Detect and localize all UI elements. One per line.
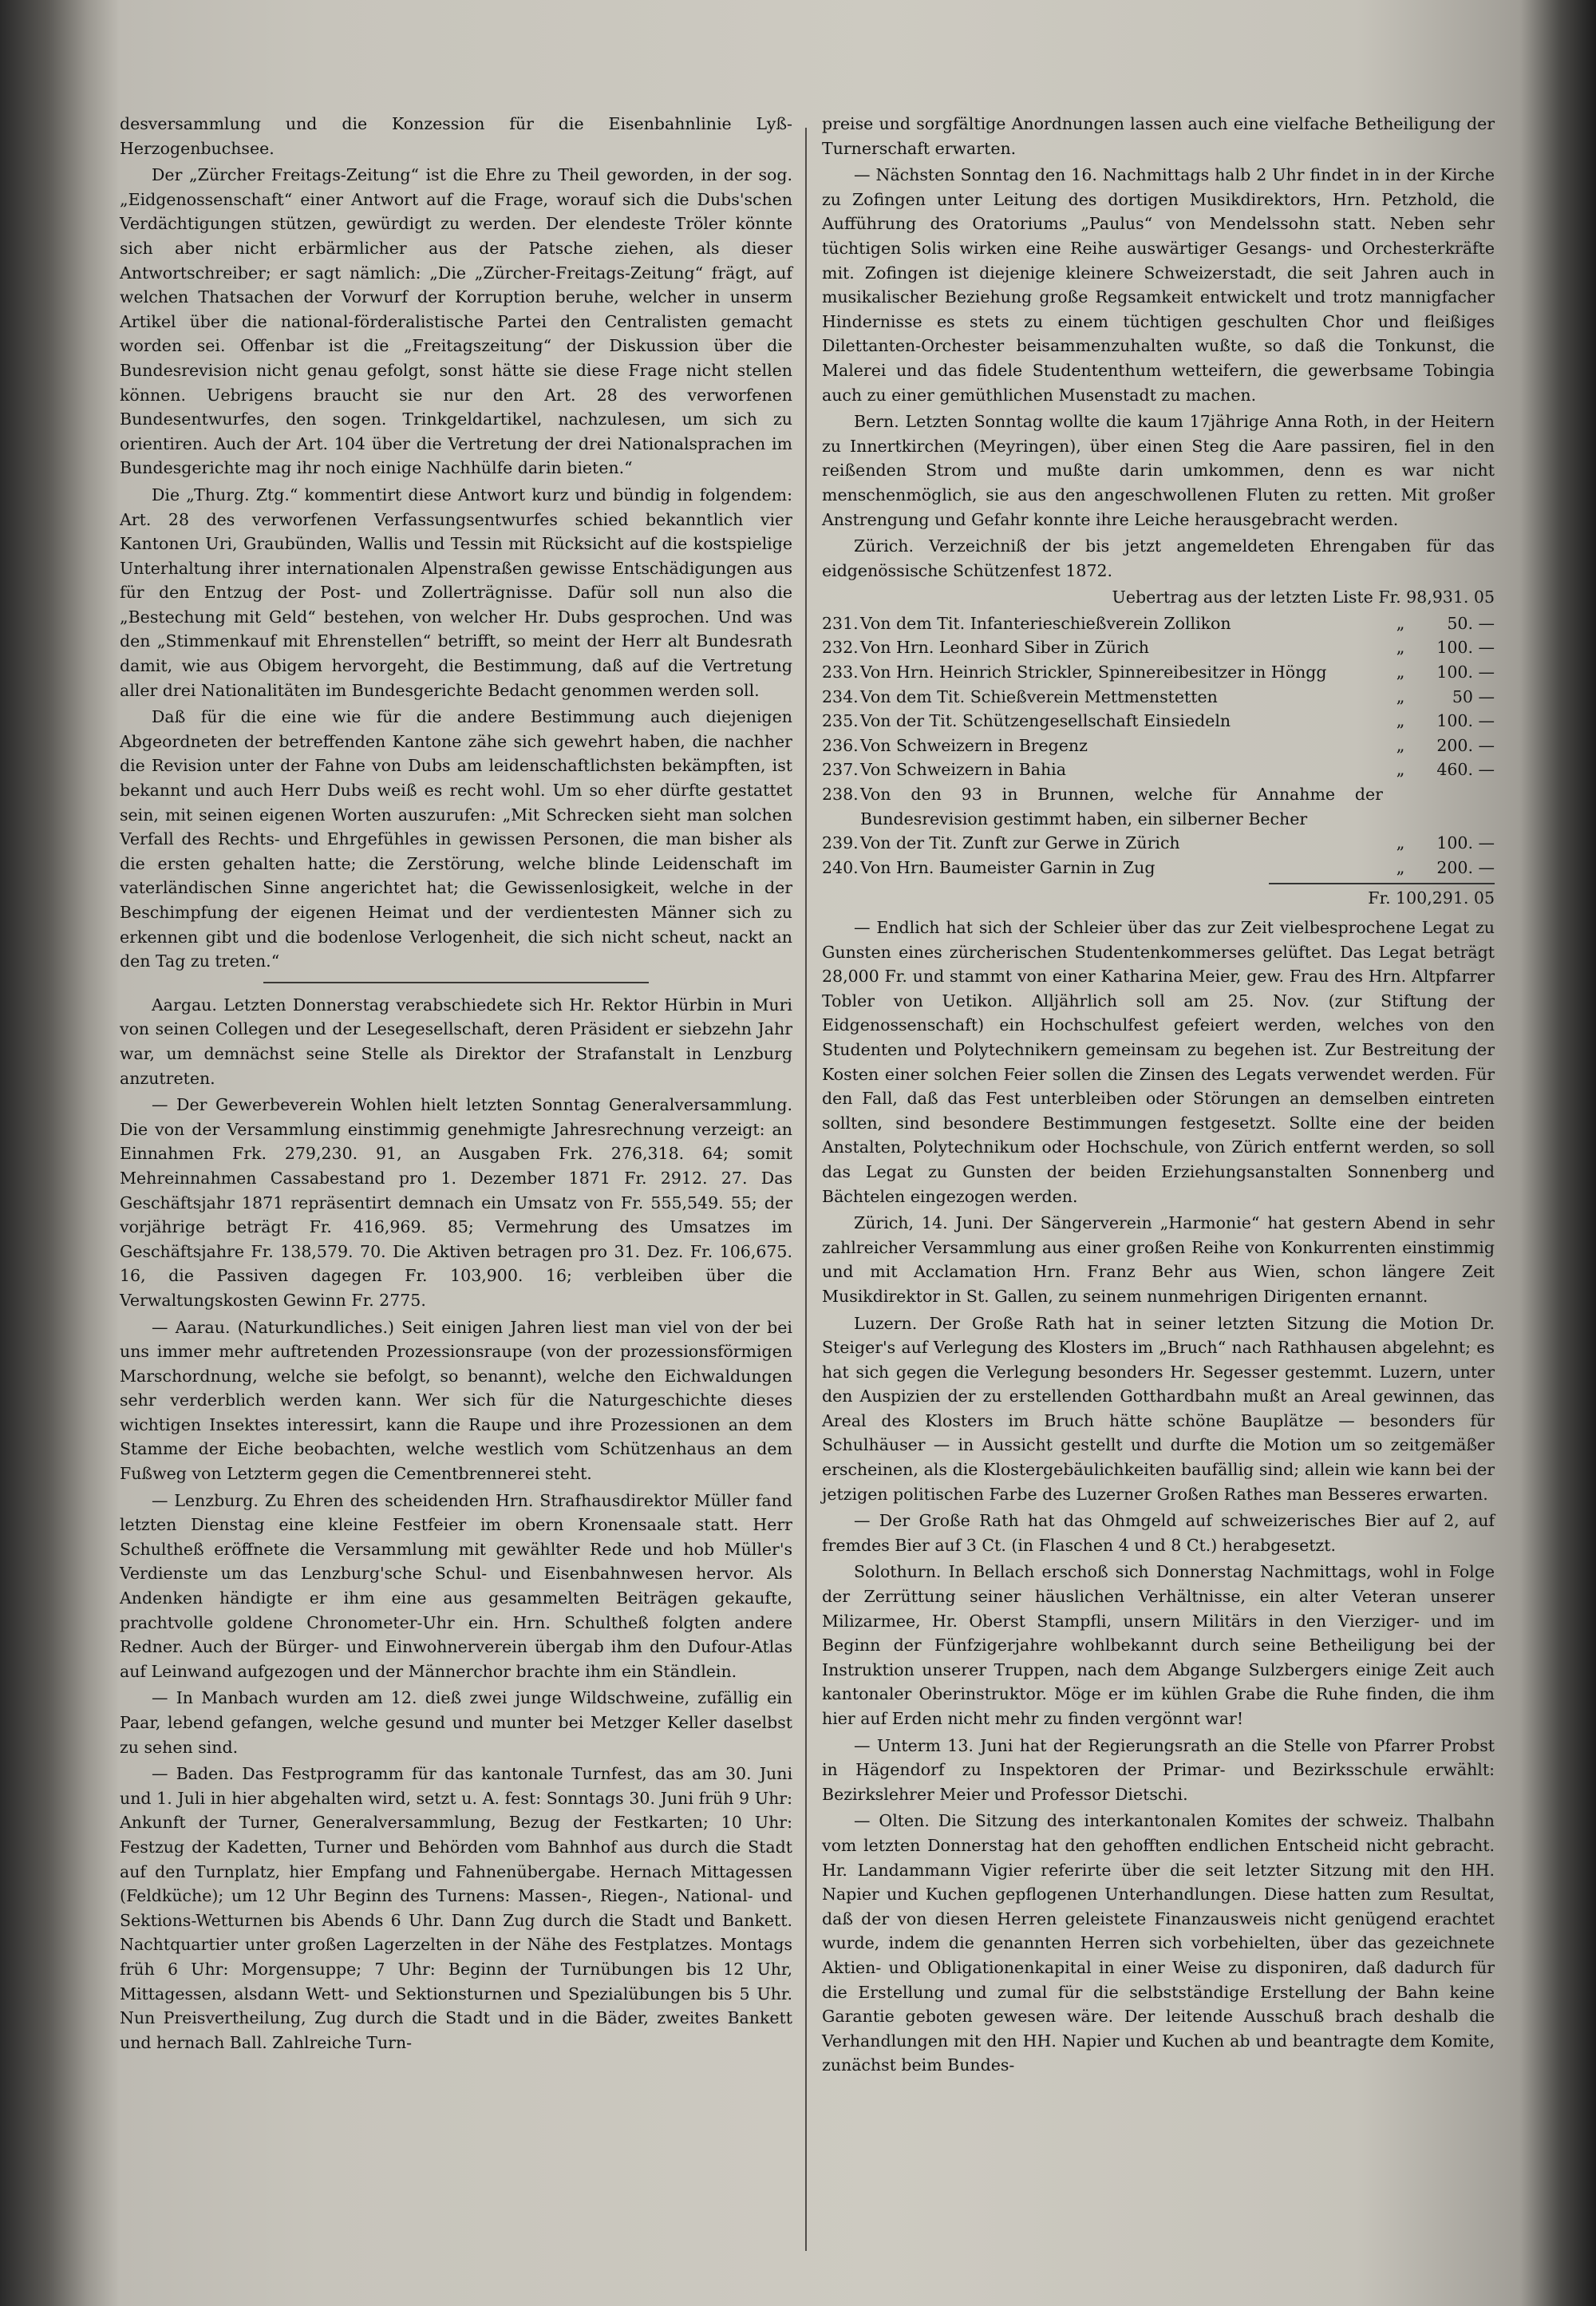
gift-list-row — [822, 831, 1495, 856]
paragraph-solothurn-stampfli: Solothurn. In Bellach erschoß sich Donnerstag Nachmittags, wohl in Folge der Zerrüttung seiner häuslichen Verhältnisse, ein alter Veteran unserer Milizarmee, Hr. Oberst Stampfli, unsern Militärs in den Vierziger- und im Beginn der Fünfzigerjahre wohlbekannt durch seine Betheiligung bei der Instruktion unserer Truppen, nach dem Abgange Sulzbergers einige Zeit auch kantonaler Oberinstruktor. Möge er im kühlen Grabe die Ruhe finden, die ihm hier auf Erden nicht mehr zu finden vergönnt war! — [822, 1562, 1495, 1728]
gift-donor: Von Schweizern in Bregenz — [860, 735, 1088, 755]
gift-list-row — [822, 856, 1495, 880]
gift-number: 231. — [822, 613, 859, 633]
gift-list-row — [822, 635, 1495, 660]
gift-number: 234. — [822, 686, 859, 706]
paragraph-luzern-ohmgeld: — Der Große Rath hat das Ohmgeld auf schweizerisches Bier auf 2, auf fremdes Bier auf 3 Ct. (in Flaschen 4 und 8 Ct.) herabgesetzt. — [822, 1511, 1495, 1555]
gift-amount: 100. — — [1436, 663, 1495, 682]
gift-donor: Von der Tit. Schützengesellschaft Einsiedeln — [860, 711, 1231, 731]
section-divider — [263, 982, 649, 983]
left-column — [120, 112, 792, 2057]
gift-list-row — [822, 660, 1495, 685]
paragraph-zofingen-paulus: — Nächsten Sonntag den 16. Nachmittags halb 2 Uhr findet in in der Kirche zu Zofingen unter Leitung des dortigen Musikdirektors, Hrn. Petzhold, die Aufführung des Oratoriums „Paulus“ von Mendelssohn statt. Neben sehr tüchtigen Solis wirken eine Reihe auswärtiger Gesangs- und Orchesterkräfte mit. Zofingen ist diejenige kleinere Schweizerstadt, die seit Jahren auch in musikalischer Beziehung große Regsamkeit entwickelt und trotz mannigfacher Hindernisse es stets zu einem tüchtigen geschulten Chor und fleißiges Dilettanten-Orchester beisammenzuhalten wußte, so daß die Tonkunst, die Malerei und das fidele Studententhum wetteifern, die gewerbsame Tobingia auch zu einer gemüthlichen Musenstadt zu machen. — [822, 165, 1495, 405]
gift-donor: Von Schweizern in Bahia — [860, 760, 1066, 780]
gift-donor: Von Hrn. Baumeister Garnin in Zug — [860, 857, 1156, 877]
gift-list-row — [822, 685, 1495, 710]
gift-number: 233. — [822, 663, 859, 682]
gift-amount: 460. — — [1436, 760, 1495, 780]
ditto-mark: „ — [1396, 857, 1405, 877]
gift-number: 238. — [822, 785, 859, 805]
paragraph-zurich-ehrengaben: Zürich. Verzeichniß der bis jetzt angemeldeten Ehrengaben für das eidgenössische Schützenfest 1872. — [822, 536, 1495, 580]
paragraph-bern-accident: Bern. Letzten Sonntag wollte die kaum 17jährige Anna Roth, in der Heitern zu Innertkirchen (Meyringen), über einen Steg die Aare passiren, fiel in den reißenden Strom und mußte darin umkommen, denn es war nicht menschenmöglich, sie aus den angeschwollenen Fluten zu retten. Mit großer Anstrengung und Gefahr konnte ihre Leiche herausgebracht werden. — [822, 412, 1495, 529]
ditto-mark: „ — [1396, 735, 1405, 755]
paragraph-legat: — Endlich hat sich der Schleier über das zur Zeit vielbesprochene Legat zu Gunsten eines zürcherischen Studentenkommerses gelüftet. Das Legat beträgt 28,000 Fr. und stammt von einer Katharina Meier, gew. Frau des Hrn. Altpfarrer Tobler von Uetikon. Alljährlich soll am 25. Nov. (zur Stiftung der Eidgenossenschaft) ein Hochschulfest gefeiert werden, welches von den Studenten und Polytechnikern gemeinsam zu begehen ist. Zur Bestreitung der Kosten einer solchen Feier sollen die Zinsen des Legats verwendet werden. Für den Fall, daß das Fest unterbleiben oder Störungen an demselben eintreten sollten, sind besondere Bestimmungen festgesetzt. Sollte eine der beiden Anstalten, Polytechnikum oder Hochschule, von Zürich entfernt werden, so soll das Legat zu Gunsten der beiden Erziehungsanstalten Sonnenberg und Bächtelen eingezogen werden. — [822, 918, 1495, 1206]
ditto-mark: „ — [1396, 686, 1405, 706]
gift-number: 240. — [822, 857, 859, 877]
paragraph-federal-assembly: desversammlung und die Konzession für die Eisenbahnlinie Lyß-Herzogenbuchsee. — [120, 114, 792, 158]
gift-list — [822, 611, 1495, 880]
gift-number: 237. — [822, 760, 859, 780]
paragraph-aarau-naturkundliches: — Aarau. (Naturkundliches.) Seit einigen Jahren liest man viel von der bei uns immer mehr auftretenden Prozessionsraupe (von der prozessionsförmigen Marschordnung, welche sie befolgt, so benannt), welche den Eichwaldungen sehr verderblich werden kann. Wer sich für die Naturgeschichte dieses wichtigen Insektes interessirt, kann die Raupe und ihre Prozessionen an dem Stamme der Eiche beobachten, welche westlich vom Schützenhaus an dem Fußweg von Letzterm gegen die Cementbrennerei steht. — [120, 1317, 792, 1484]
ditto-mark: „ — [1396, 711, 1405, 731]
ditto-mark: „ — [1396, 638, 1405, 658]
right-column — [822, 112, 1495, 2080]
gift-number: 239. — [822, 833, 859, 853]
gift-amount: 100. — — [1436, 711, 1495, 731]
gift-number: 235. — [822, 711, 859, 731]
gift-number: 232. — [822, 638, 859, 658]
gift-list-row — [822, 757, 1495, 782]
gift-amount: 50. — — [1447, 613, 1495, 633]
gift-donor: Von dem Tit. Schießverein Mettmenstetten — [860, 686, 1218, 706]
paragraph-lenzburg: — Lenzburg. Zu Ehren des scheidenden Hrn. Strafhausdirektor Müller fand letzten Dienstag eine kleine Festfeier im obern Kronensaale statt. Herr Schultheß eröffnete die Versammlung mit gewählter Rede und hob Müller's Verdienste um das Lenzburg'sche Schul- und Eisenbahnwesen hervor. Als Andenken händigte er ihm eine aus gesammelten Beiträgen gekaufte, prachtvolle goldene Chronometer-Uhr ein. Hrn. Schultheß folgten andere Redner. Auch der Bürger- und Einwohnerverein übergab ihm den Dufour-Atlas auf Leinwand aufgezogen und der Männerchor brachte ihm ein Ständlein. — [120, 1490, 792, 1681]
ditto-mark: „ — [1396, 613, 1405, 633]
paragraph-solothurn-inspektoren: — Unterm 13. Juni hat der Regierungsrath an die Stelle von Pfarrer Probst in Hägendorf zu Inspektoren der Primar- und Bezirksschule erwählt: Bezirkslehrer Meier und Professor Dietschi. — [822, 1735, 1495, 1804]
paragraph-dubs-quote: Daß für die eine wie für die andere Bestimmung auch diejenigen Abgeordneten der betreffenden Kantone zähe sich gewehrt haben, die nachher die Revision unter der Fahne von Dubs am leidenschaftlichsten bekämpften, ist bekannt und auch Herr Dubs weiß es recht wohl. Um so eher dürfte gestattet sein, mit seinen eigenen Worten auszurufen: „Mit Schrecken sieht man solchen Verfall des Rechts- und Ehrgefühles in gewissen Personen, die man bisher als die ersten gehalten hatte; die Zerstörung, welche blinde Leidenschaft im vaterländischen Sinne angerichtet hat; die Gewissenlosigkeit, welche in der Beschimpfung der eigenen Heimat und der verdientesten Männer sich zu erkennen gibt und die bodenlose Verlogenheit, die sich nicht scheut, nackt an den Tag zu treten.“ — [120, 707, 792, 971]
gift-list-row — [822, 734, 1495, 758]
gift-list-row — [822, 611, 1495, 636]
paragraph-baden-turnfest: — Baden. Das Festprogramm für das kantonale Turnfest, das am 30. Juni und 1. Juli in hier abgehalten wird, setzt u. A. fest: Sonntags 30. Juni früh 9 Uhr: Ankunft der Turner, Generalversammlung, Bezug der Festkarten; 10 Uhr: Festzug der Kadetten, Turner und Behörden vom Bahnhof aus durch die Stadt auf den Turnplatz, hier Empfang und Fahnenübergabe. Hernach Mittagessen (Feldküche); um 12 Uhr Beginn des Turnens: Massen-, Riegen-, National- und Sektions-Wetturnen bis Abends 6 Uhr. Dann Zug durch die Stadt und Bankett. Nachtquartier unter großen Lagerzelten in der Nähe des Festplatzes. Montags früh 6 Uhr: Morgensuppe; 7 Uhr: Beginn der Turnübungen bis 12 Uhr, Mittagessen, alsdann Wett- und Sektionsturnen und Spezialübungen bis 5 Uhr. Nun Preisvertheilung, Zug durch die Stadt und in die Bäder, zweites Bankett und hernach Ball. Zahlreiche Turn- — [120, 1764, 792, 2052]
paragraph-manbach: — In Manbach wurden am 12. dieß zwei junge Wildschweine, zufällig ein Paar, lebend gefangen, welche gesund und munter bei Metzger Keller daselbst zu sehen sind. — [120, 1688, 792, 1757]
ditto-mark: „ — [1396, 833, 1405, 853]
paragraph-aargau: Aargau. Letzten Donnerstag verabschiedete sich Hr. Rektor Hürbin in Muri von seinen Collegen und der Lesegesellschaft, deren Präsident er siebzehn Jahr war, um demnächst seine Stelle als Direktor der Strafanstalt in Lenzburg anzutreten. — [120, 995, 792, 1088]
column-divider — [805, 128, 807, 2251]
paragraph-gewerbeverein-wohlen: — Der Gewerbeverein Wohlen hielt letzten Sonntag Generalversammlung. Die von der Versammlung einstimmig genehmigte Jahresrechnung verzeigt: an Einnahmen Frk. 279,230. 91, an Ausgaben Frk. 276,318. 64; somit Mehreinnahmen Cassabestand pro 1. Dezember 1871 Fr. 2912. 27. Das Geschäftsjahr 1871 repräsentirt demnach ein Umsatz von Fr. 555,549. 55; der vorjährige beträgt Fr. 416,969. 85; Vermehrung des Umsatzes im Geschäftsjahre Fr. 138,579. 70. Die Aktiven betragen pro 31. Dez. Fr. 106,675. 16, die Passiven dagegen Fr. 103,900. 16; verbleiben über die Verwaltungskosten Gewinn Fr. 2775. — [120, 1095, 792, 1310]
gift-donor: Von dem Tit. Infanterieschießverein Zollikon — [860, 613, 1231, 633]
paragraph-olten-thalbahn: — Olten. Die Sitzung des interkantonalen Komites der schweiz. Thalbahn vom letzten Donnerstag hat den gehofften endlichen Entscheid nicht gebracht. Hr. Landammann Vigier referirte über die seit letzter Sitzung mit den HH. Napier und Kuchen gepflogenen Unterhandlungen. Diese hatten zum Resultat, daß der von diesen Herren geleistete Finanzausweis nicht genügend erachtet wurde, indem die genannten Herren sich vorbehielten, über das gezeichnete Aktien- und Obligationenkapital in einer Weise zu disponiren, daß dadurch für die Erstellung und zumal für die selbstständige Erstellung der Bahn keine Garantie geboten gewesen wäre. Der leitende Ausschuß brach deshalb die Verhandlungen mit den HH. Napier und Kuchen ab und beantragte dem Komite, zunächst beim Bundes- — [822, 1811, 1495, 2075]
gift-amount: 100. — — [1436, 638, 1495, 658]
gift-donor: Von Hrn. Heinrich Strickler, Spinnereibesitzer in Höngg — [860, 663, 1327, 682]
gift-donor: Von den 93 in Brunnen, welche für Annahme der Bundesrevision gestimmt haben, ein silberner Becher — [860, 785, 1383, 829]
carry-over-line: Uebertrag aus der letzten Liste Fr. 98,931. 05 — [1112, 587, 1495, 607]
paragraph-thurg-ztg: Die „Thurg. Ztg.“ kommentirt diese Antwort kurz und bündig in folgendem: Art. 28 des verworfenen Verfassungsentwurfes schied bekanntlich vier Kantonen Uri, Graubünden, Wallis und Tessin mit Rücksicht auf die kostspielige Unterhaltung ihrer internationalen Alpenstraßen gewisse Entschädigungen aus für den Entzug der Post- und Zollerträgnisse. Dafür soll nun also die „Bestechung mit Geld“ bestehen, von welcher Hr. Dubs gesprochen. Und was den „Stimmenkauf mit Ehrenstellen“ betrifft, so meint der Herr alt Bundesrath damit, wie aus Obigem hervorgeht, die Bestimmung, daß auf die Vertretung aller drei Nationalitäten im Bundesgerichte Bedacht genommen werden soll. — [120, 485, 792, 700]
gift-donor: Von Hrn. Leonhard Siber in Zürich — [860, 638, 1149, 658]
gift-number: 236. — [822, 735, 859, 755]
ditto-mark: „ — [1396, 663, 1405, 682]
paragraph-turnfest-cont: preise und sorgfältige Anordnungen lassen auch eine vielfache Betheiligung der Turnerschaft erwarten. — [822, 114, 1495, 158]
gift-amount: 50 — — [1452, 686, 1495, 706]
gift-list-total: Fr. 100,291. 05 — [1269, 883, 1495, 911]
ditto-mark: „ — [1396, 760, 1405, 780]
gift-list-row — [822, 782, 1495, 831]
gift-donor: Von der Tit. Zunft zur Gerwe in Zürich — [860, 833, 1180, 853]
gift-amount: 200. — — [1436, 735, 1495, 755]
paragraph-luzern-kloster: Luzern. Der Große Rath hat in seiner letzten Sitzung die Motion Dr. Steiger's auf Verlegung des Klosters im „Bruch“ nach Rathhausen abgelehnt; es hat sich gegen die Verlegung besonders Hr. Segesser gestemmt. Luzern, unter den Auspizien der zu erstellenden Gotthardbahn mußt an Areal gewinnen, das Areal des Klosters im Bruch hätte schöne Bauplätze — besonders für Schulhäuser — in Aussicht gestellt und durfte die Motion um so zeitgemäßer erscheinen, als die Klostergebäulichkeiten baufällig sind; allein wie kann bei der jetzigen politischen Farbe des Luzerner Großen Rathes man Besseres erwarten. — [822, 1313, 1495, 1504]
gift-list-row — [822, 709, 1495, 734]
paragraph-zurich-harmonie: Zürich, 14. Juni. Der Sängerverein „Harmonie“ hat gestern Abend in sehr zahlreicher Versammlung aus einer großen Reihe von Konkurrenten einstimmig und mit Acclamation Hrn. Franz Behr aus Wien, schon längere Zeit Musikdirektor in St. Gallen, zu seinem nunmehrigen Dirigenten ernannt. — [822, 1213, 1495, 1306]
gift-amount: 200. — — [1436, 857, 1495, 877]
paragraph-freitags-zeitung: Der „Zürcher Freitags-Zeitung“ ist die Ehre zu Theil geworden, in der sog. „Eidgenossenschaft“ einer Antwort auf die Frage, worauf sich die Dubs'schen Verdächtigungen stützen, gewürdigt zu werden. Der elendeste Tröler könnte sich aber nicht erbärmlicher aus der Patsche ziehen, als dieser Antwortschreiber; er sagt nämlich: „Die „Zürcher-Freitags-Zeitung“ frägt, auf welchen Thatsachen der Vorwurf der Korruption beruhe, welcher in unserm Artikel über die national-förderalistische Partei den Centralisten gemacht worden sei. Offenbar ist die „Freitagszeitung“ der Diskussion über die Bundesrevision nicht genau gefolgt, sonst hätte sie diese Frage nicht stellen können. Uebrigens braucht sie nur den Art. 28 des verworfenen Bundesentwurfes, den sogen. Trinkgeldartikel, nachzulesen, um sich zu orientiren. Auch der Art. 104 über die Vertretung der drei Nationalsprachen im Bundesgerichte mag ihr noch einige Nachhülfe darin bieten.“ — [120, 165, 792, 478]
gift-amount: 100. — — [1436, 833, 1495, 853]
newspaper-page — [120, 112, 1520, 2267]
